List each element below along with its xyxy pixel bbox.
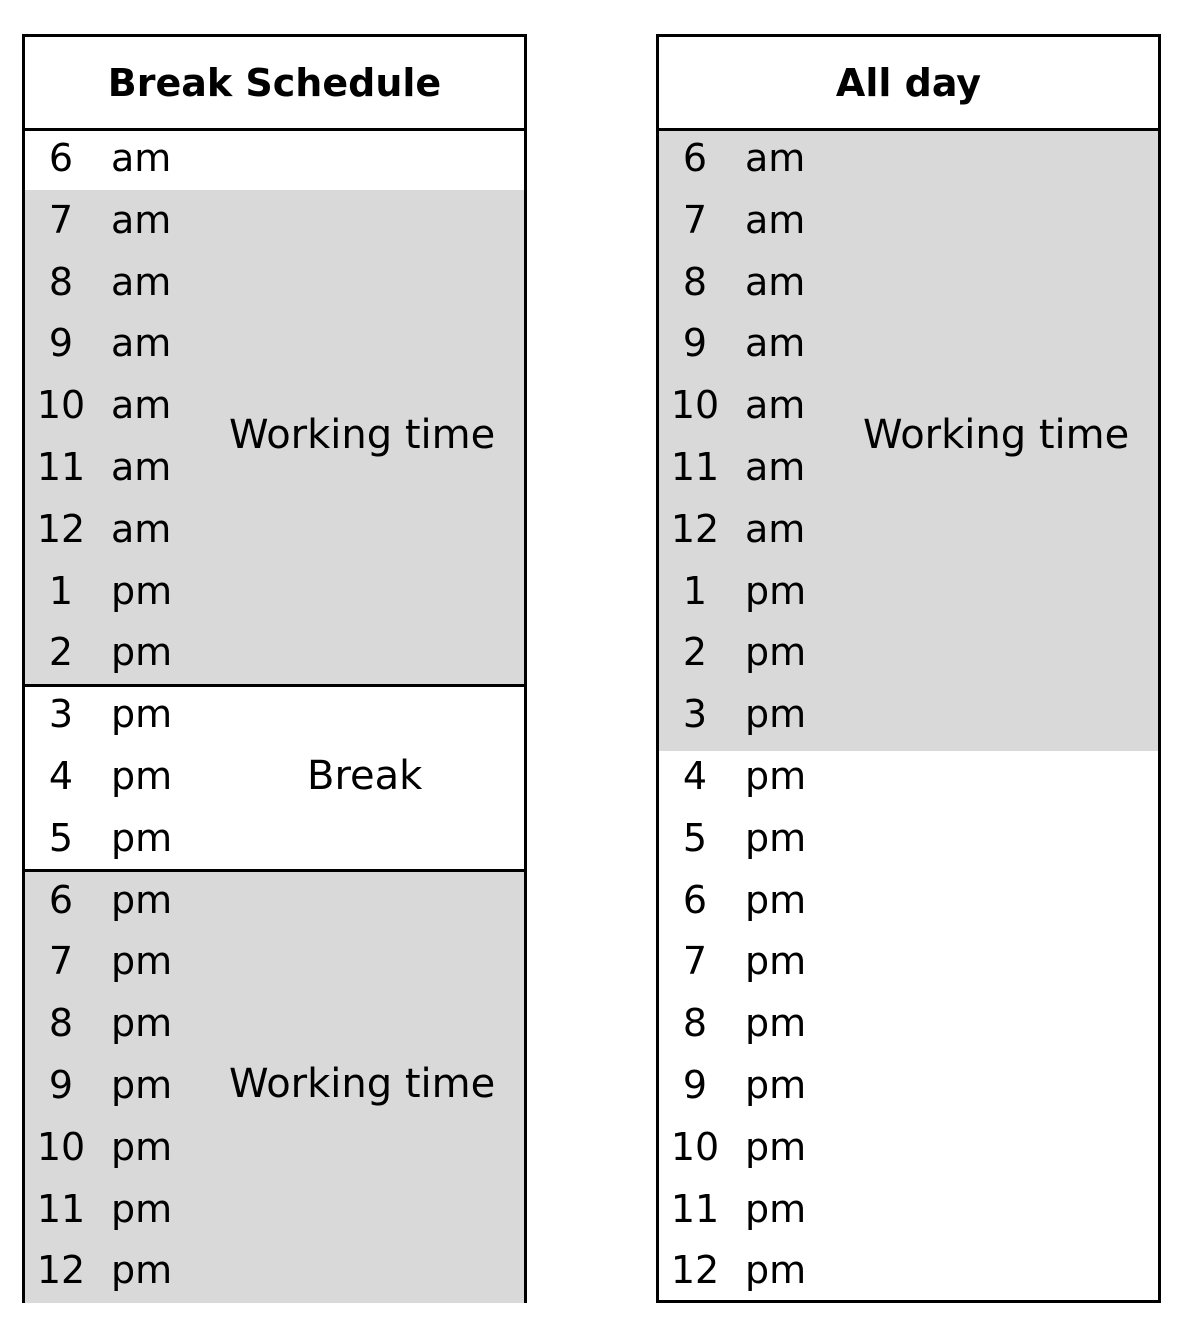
hour-value: 6 [48,877,74,922]
ampm-value: pm [111,939,173,984]
working-time-label: Working time [863,412,1130,458]
break-schedule-table [22,34,527,1303]
hour-value: 12 [36,506,86,551]
ampm-value: pm [745,1124,807,1169]
ampm-value: pm [111,1063,173,1107]
all-day-title: All day [659,37,1158,131]
time-row [659,313,859,375]
ampm-value: am [745,136,806,180]
time-row [25,313,225,375]
ampm-value: pm [111,568,173,613]
time-row [25,746,225,808]
time-row [25,870,225,932]
hour-value: 7 [682,939,708,984]
time-row [659,375,859,437]
working-time-label: Working time [229,1061,496,1107]
hour-value: 2 [48,630,74,675]
ampm-value: pm [111,630,173,675]
time-row [25,252,225,314]
hour-value: 6 [48,136,74,180]
ampm-value: pm [745,1248,807,1293]
ampm-value: pm [745,1063,807,1107]
hour-value: 5 [682,815,708,860]
hour-value: 11 [670,445,720,489]
time-row [25,1055,225,1117]
time-row [659,622,859,684]
hour-value: 5 [48,815,74,860]
hour-value: 11 [670,1186,720,1231]
ampm-value: pm [745,877,807,922]
time-row [659,499,859,561]
time-row [659,993,859,1055]
ampm-value: pm [111,1001,173,1046]
time-row [659,1240,859,1302]
time-row [25,375,225,437]
ampm-value: pm [111,692,173,737]
hour-value: 11 [36,445,86,489]
hour-value: 1 [682,568,708,613]
time-row [659,128,859,190]
time-row [659,1117,859,1179]
hour-value: 1 [48,568,74,613]
time-row [25,437,225,499]
hour-value: 7 [48,939,74,984]
ampm-value: am [745,383,806,428]
time-row [659,870,859,932]
hour-value: 7 [682,197,708,242]
ampm-value: am [111,197,172,242]
time-row [659,1055,859,1117]
time-row [659,1179,859,1241]
hour-value: 8 [682,259,708,304]
hour-value: 9 [682,321,708,366]
time-row [25,1179,225,1241]
hour-value: 6 [682,136,708,180]
ampm-value: am [111,506,172,551]
hour-value: 9 [48,1063,74,1107]
time-row [659,746,859,808]
break-label: Break [307,753,423,799]
ampm-value: pm [745,815,807,860]
working-time-label: Working time [229,412,496,458]
time-row [659,252,859,314]
hour-value: 8 [682,1001,708,1046]
time-row [25,684,225,746]
hour-value: 2 [682,630,708,675]
time-row [659,561,859,623]
hour-value: 12 [670,506,720,551]
ampm-value: am [745,197,806,242]
time-row [25,1117,225,1179]
ampm-value: am [745,259,806,304]
all-day-body [659,131,1158,1300]
time-row [25,499,225,561]
time-row [659,808,859,870]
hour-value: 12 [36,1248,86,1293]
hour-value: 4 [48,754,74,798]
ampm-value: pm [111,1186,173,1231]
ampm-value: am [745,321,806,366]
time-row [25,190,225,252]
ampm-value: am [111,136,172,180]
time-row [25,622,225,684]
ampm-value: am [111,383,172,428]
time-row [25,128,225,190]
time-row [25,993,225,1055]
break-schedule-body [25,131,524,1300]
time-row [659,437,859,499]
ampm-value: pm [745,939,807,984]
time-row [25,808,225,870]
ampm-value: pm [745,754,807,798]
hour-value: 11 [36,1186,86,1231]
ampm-value: pm [745,1001,807,1046]
ampm-value: pm [745,630,807,675]
hour-value: 8 [48,1001,74,1046]
break-schedule-title: Break Schedule [25,37,524,131]
hour-value: 7 [48,197,74,242]
all-day-table [656,34,1161,1303]
time-row [659,684,859,746]
ampm-value: am [111,259,172,304]
ampm-value: am [111,321,172,366]
ampm-value: pm [745,692,807,737]
ampm-value: pm [111,1124,173,1169]
hour-value: 10 [670,1124,720,1169]
hour-value: 3 [682,692,708,737]
hour-value: 9 [682,1063,708,1107]
ampm-value: am [745,445,806,489]
hour-value: 4 [682,754,708,798]
hour-value: 12 [670,1248,720,1293]
ampm-value: pm [745,568,807,613]
hour-value: 3 [48,692,74,737]
ampm-value: am [111,445,172,489]
ampm-value: pm [745,1186,807,1231]
hour-value: 9 [48,321,74,366]
hour-value: 10 [36,1124,86,1169]
hour-value: 8 [48,259,74,304]
time-row [659,190,859,252]
hour-value: 6 [682,877,708,922]
ampm-value: pm [111,815,173,860]
hour-value: 10 [36,383,86,428]
time-row [25,1240,225,1302]
time-row [25,561,225,623]
time-row [25,931,225,993]
hour-value: 10 [670,383,720,428]
ampm-value: pm [111,754,173,798]
time-row [659,931,859,993]
ampm-value: am [745,506,806,551]
ampm-value: pm [111,877,173,922]
ampm-value: pm [111,1248,173,1293]
